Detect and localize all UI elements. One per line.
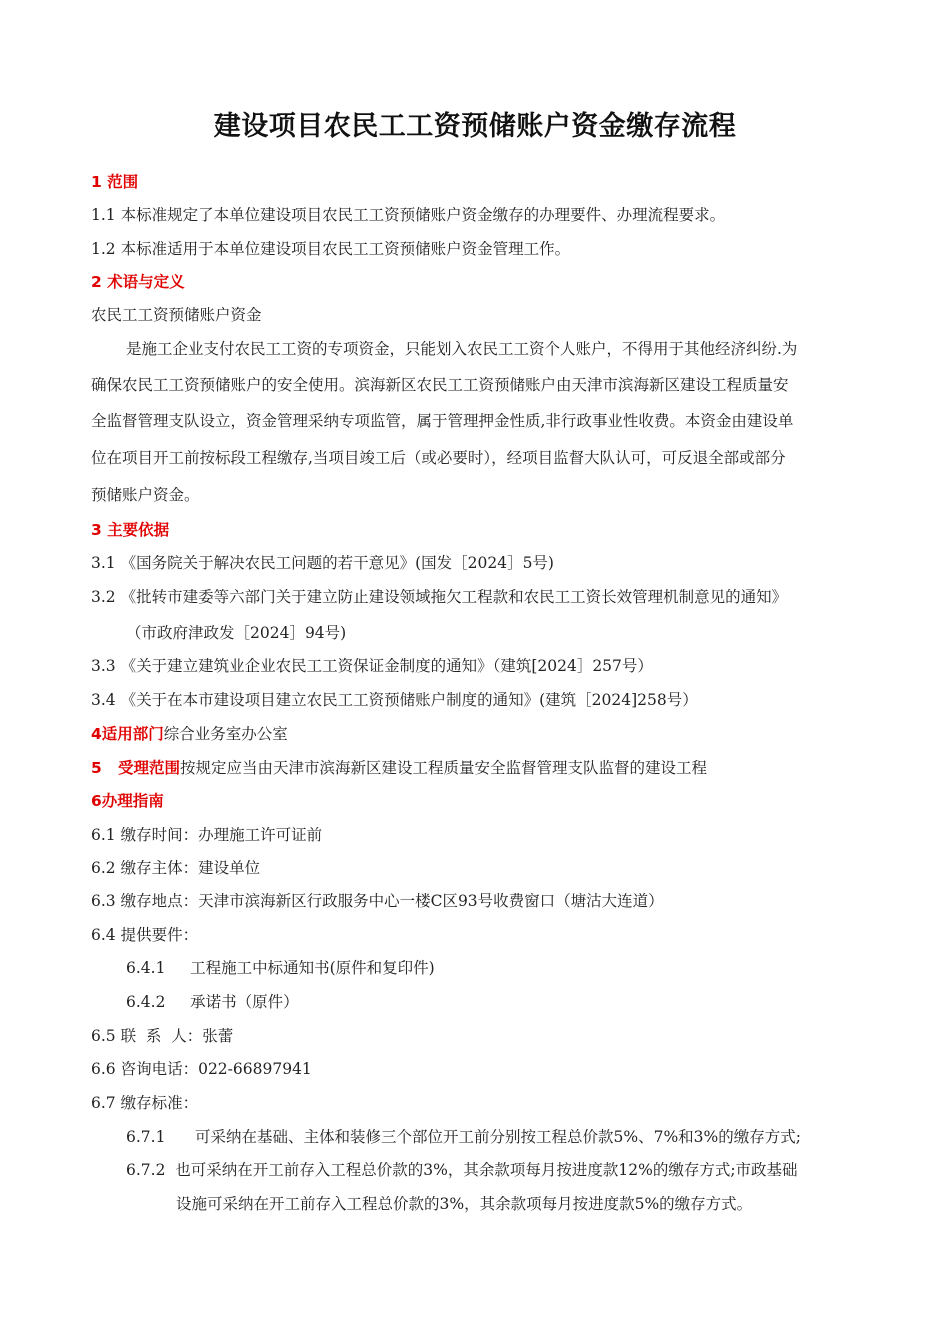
reference-item: 3.3 《关于建立建筑业企业农民工工资保证金制度的通知》（建筑[2024］257号） [91, 657, 653, 675]
section-5-text: 按规定应当由天津市滨海新区建设工程质量安全监督管理支队监督的建设工程 [179, 759, 707, 777]
section-1-paragraph-2: 1.2 本标准适用于本单位建设项目农民工工资预储账户资金管理工作。 [91, 240, 571, 258]
definition-line: 是施工企业支付农民工工资的专项资金，只能划入农民工工资个人账户，不得用于其他经济纠纷.为 [126, 340, 798, 358]
definition-line: 位在项目开工前按标段工程缴存,当项目竣工后（或必要时），经项目监督大队认可，可反退全部或部分 [91, 449, 786, 467]
guide-subitem: 6.7.1 可采纳在基础、主体和装修三个部位开工前分别按工程总价款5%、7%和3%的缴存方式; [126, 1128, 801, 1146]
section-4-text: 综合业务室办公室 [163, 725, 288, 743]
reference-item-continuation: （市政府津政发［2024］94号) [126, 624, 347, 642]
section-5-heading: 5 受理范围 [91, 759, 180, 777]
section-4-heading: 4适用部门 [91, 725, 164, 743]
section-6-heading: 6办理指南 [91, 792, 164, 810]
document-title: 建设项目农民工工资预储账户资金缴存流程 [213, 111, 737, 142]
reference-item: 3.1 《国务院关于解决农民工问题的若干意见》(国发［2024］5号) [91, 554, 554, 572]
guide-subitem: 6.7.2 也可采纳在开工前存入工程总价款的3%，其余款项每月按进度款12%的缴存方式;市政基础 [126, 1161, 798, 1179]
guide-subitem: 6.4.2 承诺书（原件） [126, 993, 299, 1011]
guide-item: 6.7 缴存标准： [91, 1094, 199, 1112]
guide-subitem: 6.4.1 工程施工中标通知书(原件和复印件) [126, 959, 435, 977]
section-4-line [91, 724, 288, 744]
guide-item: 6.4 提供要件： [91, 926, 199, 944]
guide-item: 6.1 缴存时间：办理施工许可证前 [91, 826, 323, 844]
guide-item: 6.6 咨询电话：022-66897941 [91, 1060, 312, 1078]
guide-item: 6.3 缴存地点：天津市滨海新区行政服务中心一楼C区93号收费窗口（塘沽大连道） [91, 892, 664, 910]
term-name: 农民工工资预储账户资金 [91, 306, 262, 324]
guide-item: 6.5 联 系 人：张蕾 [91, 1027, 234, 1045]
section-3-heading: 3 主要依据 [91, 521, 170, 539]
section-5-line [91, 758, 707, 778]
definition-line: 确保农民工工资预储账户的安全使用。滨海新区农民工工资预储账户由天津市滨海新区建设工程质量安 [91, 376, 789, 394]
reference-item: 3.2 《批转市建委等六部门关于建立防止建设领域拖欠工程款和农民工工资长效管理机制意见的通知》 [91, 588, 788, 606]
section-1-paragraph-1: 1.1 本标准规定了本单位建设项目农民工工资预储账户资金缴存的办理要件、办理流程要求。 [91, 206, 726, 224]
section-1-heading: 1 范围 [91, 173, 139, 191]
definition-line: 预储账户资金。 [91, 486, 200, 504]
guide-subitem-continuation: 设施可采纳在开工前存入工程总价款的3%，其余款项每月按进度款5%的缴存方式。 [176, 1195, 753, 1213]
guide-item: 6.2 缴存主体：建设单位 [91, 859, 261, 877]
reference-item: 3.4 《关于在本市建设项目建立农民工工资预储账户制度的通知》(建筑［2024]258号） [91, 691, 698, 709]
section-2-heading: 2 术语与定义 [91, 273, 185, 291]
definition-line: 全监督管理支队设立，资金管理采纳专项监管，属于管理押金性质,非行政事业性收费。本资金由建设单 [91, 412, 794, 430]
